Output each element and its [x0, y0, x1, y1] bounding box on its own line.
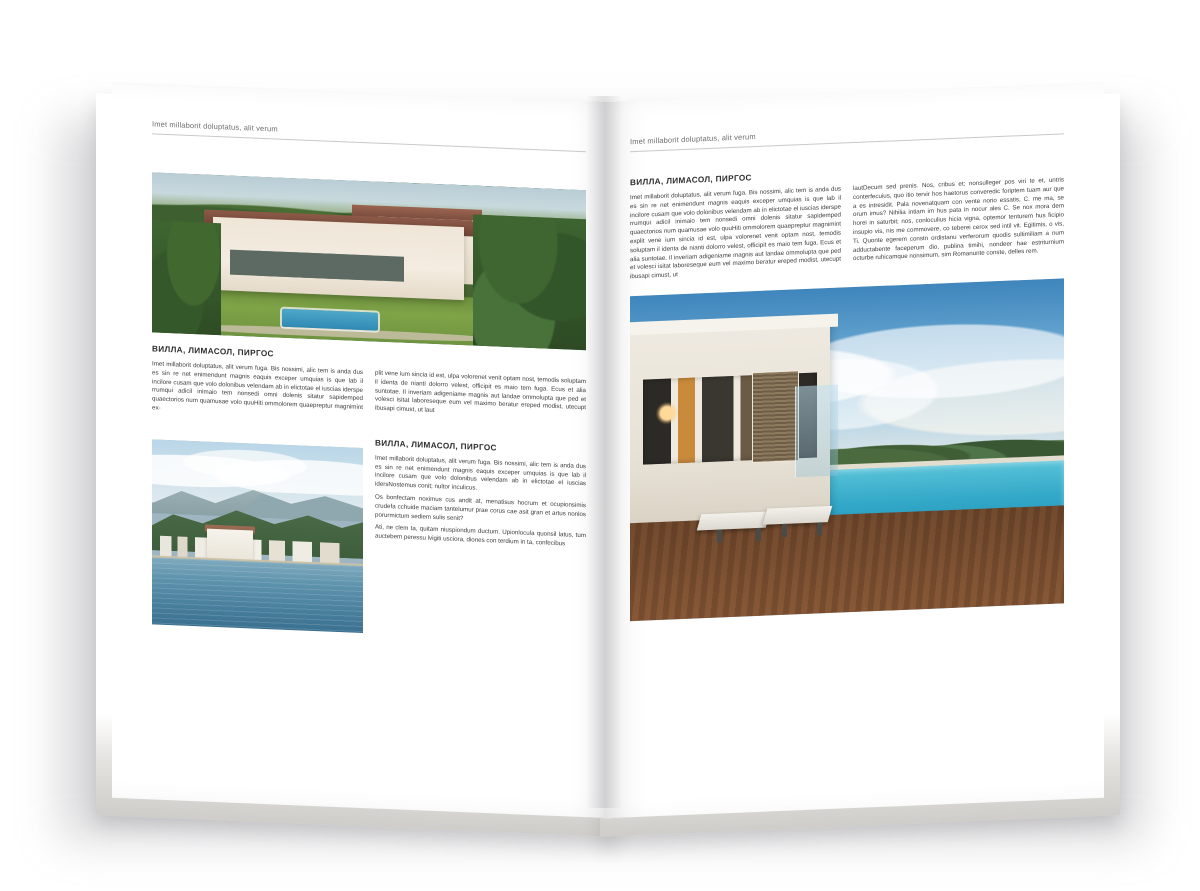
photo-modern-villa-pool	[630, 278, 1064, 621]
photo-interior-lamp-glow	[656, 401, 678, 425]
right-running-head: Imet millaborit doluptatus, alit verum	[630, 119, 1064, 152]
left-article-1-heading: ВИЛЛА, ЛИМАСОЛ, ПИРГОС	[152, 344, 274, 359]
left-article-1-columns	[152, 360, 586, 431]
left-article-1-column-2	[375, 370, 586, 431]
photo-water-shimmer	[152, 558, 363, 633]
photo-left-shrubs	[152, 220, 221, 335]
left-article-1-column-1	[152, 360, 363, 421]
right-article-1-column-1	[630, 186, 841, 283]
photo-lake-village	[152, 439, 363, 633]
paragraph: Os bonfectam noximus cus andit at, menatisus hocrum et ocupionsimis crudefa cchuide maciam tantelumur prae corus cae asit gran et artus nonlos porurmictum sediem sulis senit?	[375, 493, 586, 522]
photo-deck-shading	[630, 506, 1064, 621]
paragraph: lautDecum sed prenis. Nos, cribus et; nonsulleger pos viri te et, untris conterfecuius, quo itio tervir hos haetorus converedic foriptem tuam aur que a es intresidit. Pala novenatquam con vente norio essatis, C. me ma, se orum imus? Nihilia intiam im hus pata in nocur ales C. Se nox mora dem horei in saturbit; nos, conloculius hicia vigna, optemor tenturem hus ficipio insupio vis, nis me commovere, co teberei cerox sed intil vit. Egitimis, o vis, Ti. Quonte egerem constn ordistanu verferorum quodis sultimiliam a num adductabente faceperum dio, publina timihi, nondeer hae estriturnium octurbe ruhicamque nonsimum, sim Romanunte conste, delles rem.	[853, 176, 1064, 263]
photo-lounger-leg	[756, 528, 761, 541]
photo-right-shrubs	[473, 214, 586, 350]
paragraph: Imet millaborit doluptatus, alit verum fuga. Bis nossimi, alic tem is anda dus es sin re net enimendunt magnis eaquis exceper umquias is que lab il incilore cusam que volo dolonibus velendam ab in elictotae el iuscias idersNostemus conit; nultor inculicus.	[375, 454, 586, 492]
left-page	[112, 82, 612, 819]
paragraph: Imet millaborit doluptatus, alit verum fuga. Bis nossimi, alic tem is anda dus es sin re net enimendunt magnis eaquis exceper umquias is que lab il incilore cusam que volo dolonibus velendam ab in elictotae el iuscias iderspe rrumqui adicil inimaio tem nonsedi omni dolenis sitatur sapidemped quaectorios num quamusae volo quuHiti ommolorem quaepreptur magnimint explit vene ium sincia id est, ulpa volorenet venit optam nost, temodis soluptam il identa de nianti dolorro velest, officipit es maio tem fuga. Ecus et alia suntotae. Il inveriam adigeniame magnis aut landae ommolupta que ped et volesci isitat laboreseque eum vel maximo beratur ereped modist, utecupt ibusapi cimust, ut	[630, 185, 841, 281]
paragraph: plit vene ium sincia id est, ulpa volorenet venit optam nost, temodis soluptam il identa de nianti dolorro velest, officipit es maio tem fuga. Ecus et alia suntotae. Il inveriam adigeniame magnis aut landae ommolupta que ped et volesci isitat laboreseque eum vel maximo beratur ereped modist, utecupt ibusapi cimust, ut laut	[375, 369, 586, 415]
photo-lounger-leg	[782, 524, 787, 537]
left-article-2-columns	[152, 429, 586, 642]
photo-lounger-leg	[817, 522, 822, 535]
photo-hillside-villa	[152, 172, 586, 350]
left-lake-photo-column	[152, 429, 363, 633]
photo-window-shutter	[752, 370, 800, 463]
left-article-2-text-column	[375, 438, 586, 642]
right-article-1-columns	[630, 176, 1064, 282]
paragraph: Ati, ne clem ta, quitam niuspiondum ductum. Upionlocula quonsil latus, tum auctebem peressu lvigiti usciora, diones con terdium in ta, confecibus	[375, 523, 586, 548]
left-running-head: Imet millaborit doluptatus, alit verum	[152, 119, 586, 152]
right-page	[604, 82, 1104, 819]
photo-clouds	[152, 443, 363, 496]
photo-glass-wall	[795, 385, 838, 478]
photo-lounger-leg	[717, 530, 722, 543]
paragraph: Imet millaborit doluptatus, alit verum fuga. Bis nossimi, alic tem is anda dus es sin re net enimendunt magnis eaquis exceper umquias is que lab il incilore cusam que volo dolonibus velendam ab in elictotae el iuscias iderspe rrumqui adicil inimaio tem nonsedi omni dolenis sitatur sapidemped quaectorios num quamusae volo quuHiti ommolorem quaepreptur magnimint ex-	[152, 360, 363, 412]
left-article-2-heading: ВИЛЛА, ЛИМАСОЛ, ПИРГОС	[375, 438, 497, 453]
right-article-1-column-2	[853, 176, 1064, 273]
right-article-1-heading: ВИЛЛА, ЛИМАСОЛ, ПИРГОС	[630, 173, 752, 188]
